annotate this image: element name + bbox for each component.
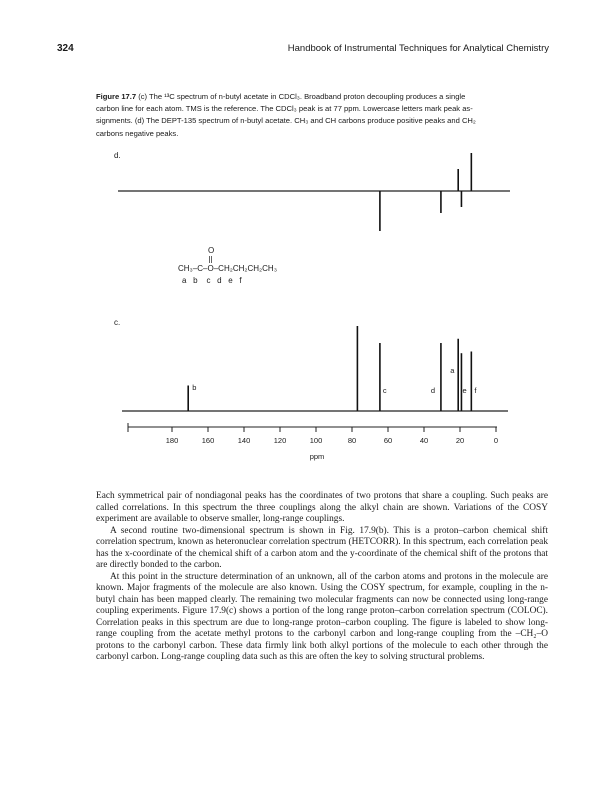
panel-d-peaks [380,153,471,231]
panel-c-peaks [188,326,477,411]
x-axis-tick-label: 160 [201,436,215,445]
peak-label-b: b [192,383,197,392]
peak-label-a: a [450,366,455,375]
structural-formula: CH₃–C–O–CH₂CH₂CH₂CH₃ [178,264,277,273]
page-number: 324 [57,43,74,54]
x-axis-tick-label: 140 [237,436,251,445]
caption-line-3: signments. (d) The DEPT-135 spectrum of n-butyl acetate. CH₃ and CH carbons produce positive peaks and CH₂ [96,116,476,126]
peak-label-f: f [474,386,477,395]
x-axis-tick-label: 80 [347,436,357,445]
caption-line-2: carbon line for each atom. TMS is the reference. The CDCl₃ peak is at 77 ppm. Lowercase letters mark peak as- [96,104,473,114]
caption-label: Figure 17.7 [96,92,137,101]
caption-line-1: (c) The ¹³C spectrum of n-butyl acetate in CDCl₃. Broadband proton decoupling produces a single [138,92,466,101]
body-text [96,491,548,664]
x-axis-tick-label: 100 [309,436,323,445]
paragraph-2: A second routine two-dimensional spectrum is shown in Fig. 17.9(b). This is a proton–carbon chemical shift correlation spectrum, known as heteronuclear correlation spectrum (HETCORR). In this spectrum, each correlation peak has the x-coordinate of the chemical shift of a carbon atom and the y-coordinate of the chemical shift of the protons that are directly bonded to the carbon. [96,525,548,570]
panel-c-label: c. [114,318,121,327]
peak-label-d: d [430,386,436,395]
x-axis-tick-label: 40 [419,436,429,445]
x-axis-tick-label: 60 [383,436,393,445]
x-axis-unit: ppm [309,452,325,461]
caption-line-4: carbons negative peaks. [96,128,179,138]
x-axis-tick-label: 120 [273,436,287,445]
paragraph-3: At this point in the structure determination of an unknown, all of the carbon atoms and protons in the molecule are known. Major fragments of the molecule are also known. Using the COSY spectrum, for example, coupling in the n-butyl chain has been mapped clearly. The remaining two molecular fragments can now be connected using long-range coupling experiments. Figure 17.9(c) shows a portion of the long range proton–carbon correlation spectrum (COLOC). Correlation peaks in this spectrum are due to long-range proton–carbon coupling. The figure is labeled to show long-range coupling from the acetate methyl protons to the carbonyl carbon and long-range coupling from the –CH₂–O protons to the carbonyl carbon. These data firmly link both alkyl portions of the molecule to each other through the carbonyl carbon. Long-range coupling data such as this are often the key to solving structural problems. [96,571,548,662]
peak-label-e: e [462,386,467,395]
x-axis-ticks [128,423,498,445]
x-axis-tick-label: 0 [493,436,499,445]
x-axis-tick-label: 180 [165,436,179,445]
carbonyl-oxygen: O [208,246,215,255]
x-axis-tick-label: 20 [455,436,465,445]
running-title: Handbook of Instrumental Techniques for Analytical Chemistry [287,43,549,54]
panel-d-label: d. [114,151,121,160]
peak-label-c: c [382,386,387,395]
molecular-structure [178,246,277,285]
paragraph-1: Each symmetrical pair of nondiagonal peaks has the coordinates of two protons that share a coupling. Such peaks are called correlations. In this spectrum the three couplings along the alkyl chain are shown. Variations of the COSY experiment are available to observe smaller, long-range couplings. [96,491,548,524]
carbon-letters: a b c d e f [182,276,242,285]
